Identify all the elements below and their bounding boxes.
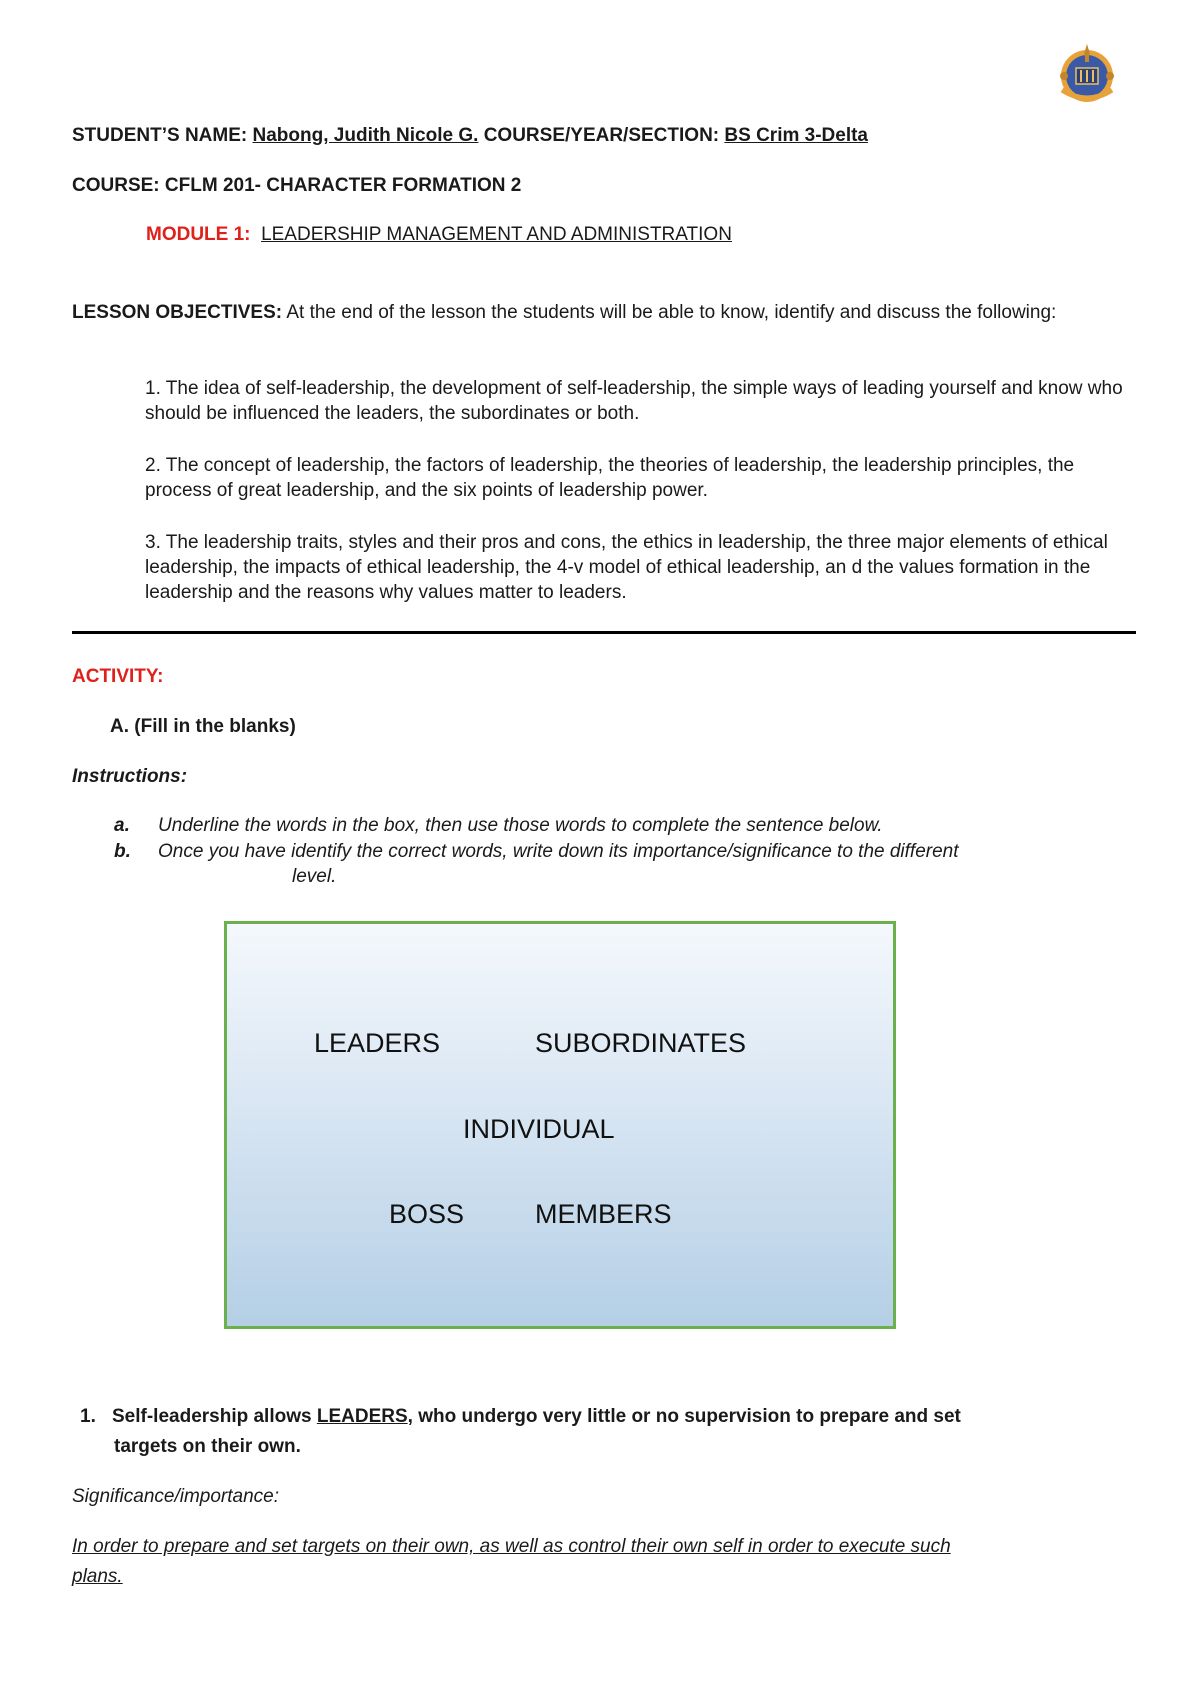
word-leaders: LEADERS xyxy=(314,1028,441,1058)
course-line xyxy=(72,173,1137,199)
significance-answer-line-1: In order to prepare and set targets on their own, as well as control their own self in order to execute such xyxy=(72,1536,951,1557)
question-1-text xyxy=(112,1404,1177,1430)
objective-item-1: 1. The idea of self-leadership, the development of self-leadership, the simple ways of leading yourself and know who should be influenced the leaders, the subordinates or both. xyxy=(145,378,1123,424)
student-name-label: STUDENT’S NAME: xyxy=(72,125,248,146)
instruction-b-marker: b. xyxy=(114,841,131,862)
course-value: CFLM 201- CHARACTER FORMATION 2 xyxy=(164,175,522,196)
objective-item-3: 3. The leadership traits, styles and their pros and cons, the ethics in leadership, the three major elements of ethical leadership, the impacts of ethical leadership, the 4-v model of ethical leadership, an d the values formation in the leadership and the reasons why values matter to leaders. xyxy=(145,532,1108,603)
course-label: COURSE: xyxy=(72,175,160,196)
word-subordinates: SUBORDINATES xyxy=(535,1028,747,1058)
word-individual: INDIVIDUAL xyxy=(463,1114,615,1144)
institution-seal-logo xyxy=(1052,40,1122,110)
module-title: LEADERSHIP MANAGEMENT AND ADMINISTRATION xyxy=(261,224,732,245)
significance-answer-line-2: plans. xyxy=(72,1566,123,1587)
instructions-label: Instructions: xyxy=(72,766,188,787)
section-divider xyxy=(72,631,1136,634)
activity-part-a: A. (Fill in the blanks) xyxy=(110,716,296,737)
module-label: MODULE 1: xyxy=(146,224,251,245)
word-boss: BOSS xyxy=(389,1199,465,1229)
question-1-number: 1. xyxy=(80,1406,96,1427)
course-year-section-value: BS Crim 3-Delta xyxy=(724,125,869,146)
instruction-a-text: Underline the words in the box, then use those words to complete the sentence below. xyxy=(158,815,883,836)
lesson-objectives-label: LESSON OBJECTIVES: xyxy=(72,302,283,323)
course-year-section-label: COURSE/YEAR/SECTION: xyxy=(483,125,720,146)
instruction-b-continuation: level. xyxy=(292,866,337,887)
activity-label: ACTIVITY: xyxy=(72,666,164,687)
lesson-objectives-text: At the end of the lesson the students will be able to know, identify and discuss the following: xyxy=(286,302,1057,323)
word-box xyxy=(224,921,896,1329)
instruction-a-marker: a. xyxy=(114,815,130,836)
module-line xyxy=(146,222,1200,248)
objective-item-2: 2. The concept of leadership, the factors of leadership, the theories of leadership, the leadership principles, the process of great leadership, and the six points of leadership power. xyxy=(145,455,1075,501)
significance-label: Significance/importance: xyxy=(72,1486,279,1507)
instruction-b-text: Once you have identify the correct words, write down its importance/significance to the different xyxy=(158,841,959,862)
student-info-line xyxy=(72,123,1137,149)
word-members: MEMBERS xyxy=(535,1199,672,1229)
question-1-before: Self-leadership allows xyxy=(112,1406,317,1427)
student-name-value: Nabong, Judith Nicole G. xyxy=(252,125,479,146)
question-1-continuation: targets on their own. xyxy=(114,1436,301,1457)
question-1-after: , who undergo very little or no supervision to prepare and set xyxy=(407,1406,961,1427)
lesson-objectives-intro xyxy=(72,300,1140,325)
question-1-answer: LEADERS xyxy=(316,1406,408,1427)
